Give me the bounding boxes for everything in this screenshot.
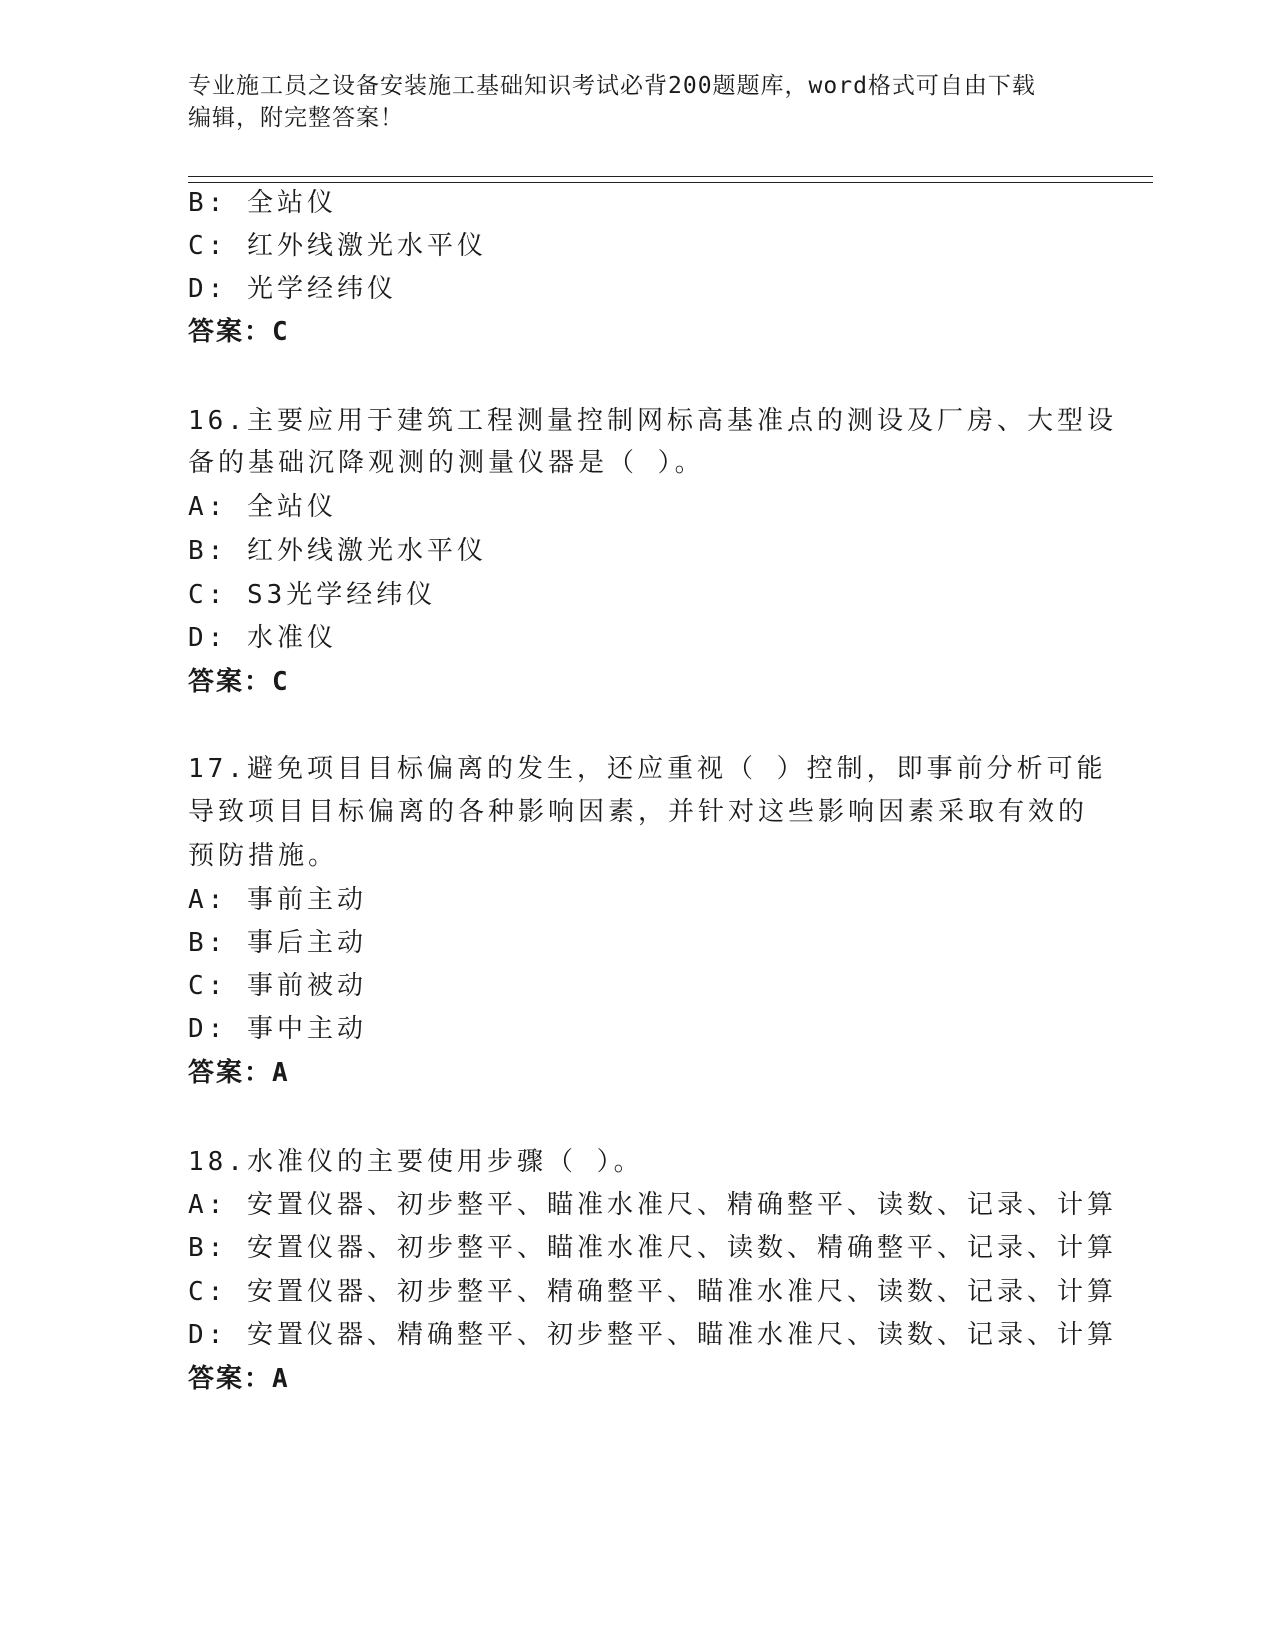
q18-answer: 答案：A xyxy=(188,1364,290,1394)
header-line-2: 编辑，附完整答案！ xyxy=(188,105,404,131)
q15-option-b: B: 全站仪 xyxy=(188,188,337,218)
q17-answer: 答案：A xyxy=(188,1058,290,1088)
header-rule-bottom xyxy=(188,182,1153,183)
q17-option-b: B: 事后主动 xyxy=(188,928,367,958)
q18-option-c: C: 安置仪器、初步整平、精确整平、瞄准水准尺、读数、记录、计算 xyxy=(188,1277,1117,1307)
q17-option-d: D: 事中主动 xyxy=(188,1014,367,1044)
q16-option-c: C: S3光学经纬仪 xyxy=(188,580,437,610)
q18-option-a: A: 安置仪器、初步整平、瞄准水准尺、精确整平、读数、记录、计算 xyxy=(188,1190,1117,1220)
q16-stem-line-1: 16.主要应用于建筑工程测量控制网标高基准点的测设及厂房、大型设 xyxy=(188,406,1117,436)
q18-option-d: D: 安置仪器、精确整平、初步整平、瞄准水准尺、读数、记录、计算 xyxy=(188,1320,1117,1350)
q16-option-a: A: 全站仪 xyxy=(188,492,337,522)
q17-stem-line-2: 导致项目目标偏离的各种影响因素，并针对这些影响因素采取有效的 xyxy=(188,797,1089,827)
q15-option-c: C: 红外线激光水平仪 xyxy=(188,231,487,261)
q17-option-c: C: 事前被动 xyxy=(188,971,367,1001)
document-header xyxy=(188,70,1068,134)
header-line-1: 专业施工员之设备安装施工基础知识考试必背200题题库，word格式可自由下载 xyxy=(188,73,1036,99)
header-rule-top xyxy=(188,176,1153,177)
q18-option-b: B: 安置仪器、初步整平、瞄准水准尺、读数、精确整平、记录、计算 xyxy=(188,1233,1117,1263)
q16-stem-line-2: 备的基础沉降观测的测量仪器是（ ）。 xyxy=(188,448,705,478)
q17-stem-line-1: 17.避免项目目标偏离的发生，还应重视（ ）控制，即事前分析可能 xyxy=(188,754,1107,784)
q16-option-d: D: 水准仪 xyxy=(188,623,337,653)
q17-stem-line-3: 预防措施。 xyxy=(188,841,339,871)
q18-stem-line-1: 18.水准仪的主要使用步骤（ ）。 xyxy=(188,1147,644,1177)
q15-option-d: D: 光学经纬仪 xyxy=(188,274,397,304)
q15-answer: 答案：C xyxy=(188,317,290,347)
q16-answer: 答案：C xyxy=(188,667,290,697)
q17-option-a: A: 事前主动 xyxy=(188,885,367,915)
q16-option-b: B: 红外线激光水平仪 xyxy=(188,536,487,566)
